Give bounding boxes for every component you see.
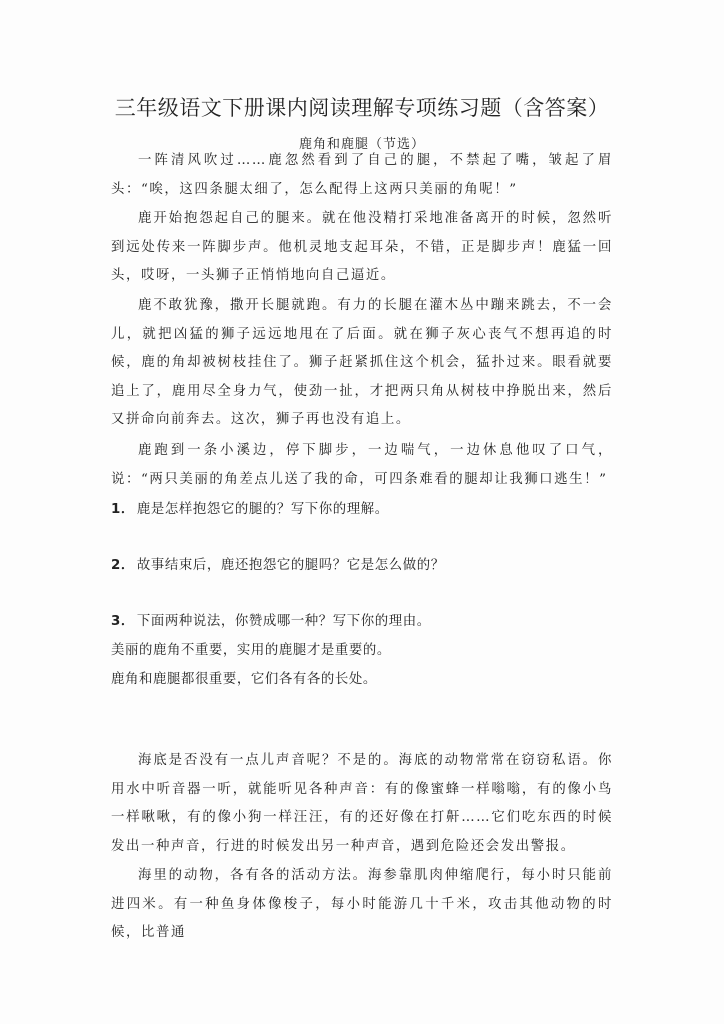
question-3-option-2: 鹿角和鹿腿都很重要，它们各有各的长处。 bbox=[111, 672, 377, 687]
passage2-paragraph-1: 海底是否没有一点儿声音呢？不是的。海底的动物常常在窃窃私语。你用水中听音器一听，就能听见各种声音：有的像蜜蜂一样嗡嗡，有的像小鸟一样啾啾，有的像小狗一样汪汪，有的还好像在打鼾……它们吃东西的时候发出一种声音，行进的时候发出另一种声音，遇到危险还会发出警报。 bbox=[111, 753, 613, 854]
question-1 bbox=[111, 500, 613, 520]
question-3-option-1: 美丽的鹿角不重要，实用的鹿腿才是重要的。 bbox=[111, 643, 391, 658]
question-text: 鹿是怎样抱怨它的腿的？写下你的理解。 bbox=[136, 502, 389, 517]
passage1-paragraph-3: 鹿不敢犹豫，撒开长腿就跑。有力的长腿在灌木丛中蹦来跳去，不一会儿，就把凶猛的狮子远远地甩在了后面。就在狮子灰心丧气不想再追的时候，鹿的角却被树枝挂住了。狮子赶紧抓住这个机会，猛扑过来。眼看就要追上了，鹿用尽全身力气，使劲一扯，才把两只角从树枝中挣脱出来，然后又拼命向前奔去。这次，狮子再也没有追上。 bbox=[111, 298, 613, 427]
question-number: 2． bbox=[111, 558, 135, 573]
question-number: 3． bbox=[111, 614, 135, 629]
document-title: 三年级语文下册课内阅读理解专项练习题（含答案） bbox=[114, 96, 610, 120]
passage2-paragraph-2: 海里的动物，各有各的活动方法。海参靠肌肉伸缩爬行，每小时只能前进四米。有一种鱼身体像梭子，每小时能游几十千米，攻击其他动物的时候，比普通 bbox=[111, 868, 613, 940]
question-text: 下面两种说法，你赞成哪一种？写下你的理由。 bbox=[136, 614, 431, 629]
question-number: 1． bbox=[111, 502, 135, 517]
question-text: 故事结束后，鹿还抱怨它的腿吗？它是怎么做的？ bbox=[136, 558, 445, 573]
passage1-paragraph-2: 鹿开始抱怨起自己的腿来。就在他没精打采地准备离开的时候，忽然听到远处传来一阵脚步声。他机灵地支起耳朵，不错，正是脚步声！鹿猛一回头，哎呀，一头狮子正悄悄地向自己逼近。 bbox=[111, 211, 613, 283]
passage1-paragraph-4: 鹿跑到一条小溪边，停下脚步，一边喘气，一边休息他叹了口气，说：“两只美丽的角差点儿送了我的命，可四条难看的腿却让我狮口逃生！” bbox=[111, 443, 613, 487]
passage1-paragraph-1: 一阵清风吹过……鹿忽然看到了自己的腿，不禁起了嘴，皱起了眉头：“唉，这四条腿太细了，怎么配得上这两只美丽的角呢！” bbox=[111, 153, 613, 197]
question-2 bbox=[111, 556, 613, 576]
question-3 bbox=[111, 612, 613, 632]
passage1-heading: 鹿角和鹿腿（节选） bbox=[298, 137, 425, 152]
